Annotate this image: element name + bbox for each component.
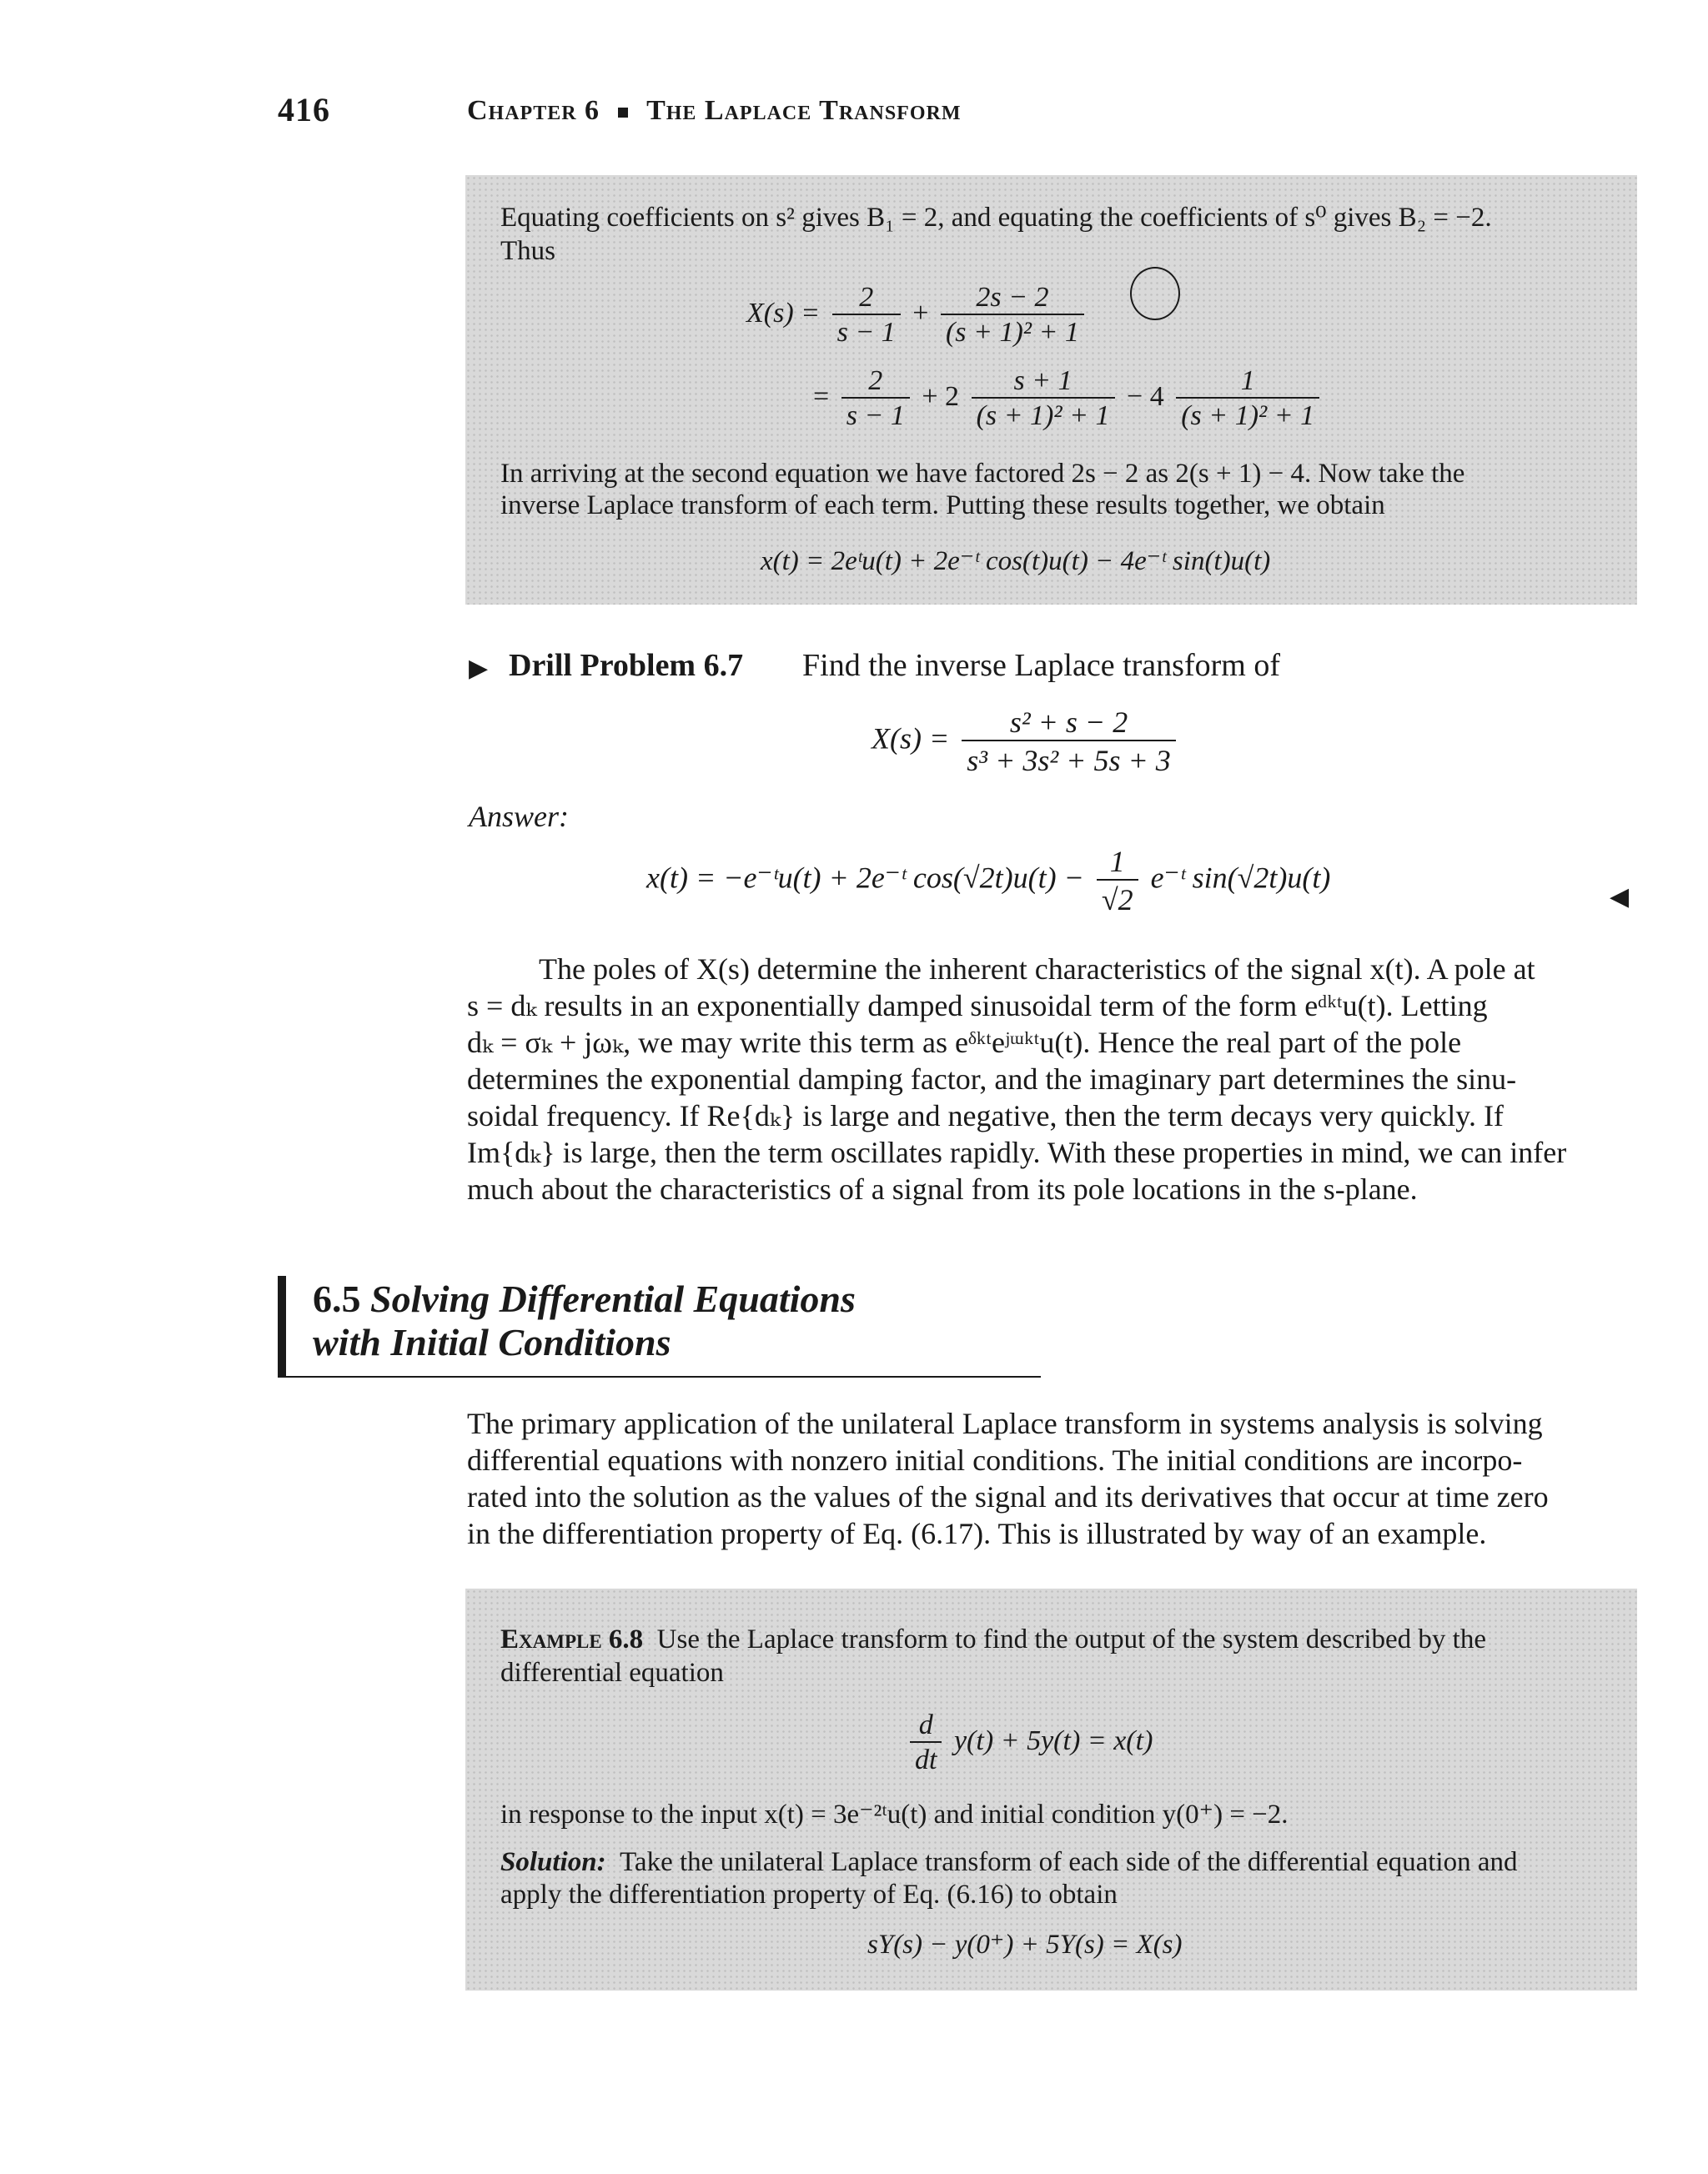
section-title-line2: with Initial Conditions bbox=[313, 1321, 671, 1363]
example-text-line: in response to the input x(t) = 3e⁻²ᵗu(t) and initial condition y(0⁺) = −2. bbox=[500, 1800, 1289, 1830]
paragraph-line: differential equations with nonzero initial conditions. The initial conditions are incorpo- bbox=[467, 1443, 1523, 1477]
fraction: $\frac{d}{dt}$ bbox=[910, 1710, 942, 1776]
fraction: $\frac{1}{√2}$ bbox=[1097, 844, 1138, 917]
section-heading bbox=[313, 1278, 1047, 1364]
solution-label: Solution: bbox=[500, 1847, 606, 1877]
equation-1: X(s) = $\frac{2}{s - 1}$ + $\frac{2s - 2}{\text{(s + 1)² + 1}}$ bbox=[746, 282, 1089, 349]
section-title-line1: Solving Differential Equations bbox=[370, 1278, 856, 1320]
laplace-equation: sY(s) − y(0⁺) + 5Y(s) = X(s) bbox=[867, 1930, 1183, 1960]
answer-label: Answer: bbox=[469, 800, 569, 833]
triangle-right-icon: ▶ bbox=[469, 655, 489, 682]
paragraph-line: Im{dₖ} is large, then the term oscillates rapidly. With these properties in mind, we can infer bbox=[467, 1136, 1567, 1169]
drill-title: Drill Problem 6.7 bbox=[509, 648, 744, 683]
example-text-line: Thus bbox=[500, 236, 555, 266]
fraction: $\frac{s + 1}{\text{(s + 1)² + 1}}$ bbox=[972, 365, 1115, 432]
section-bar bbox=[278, 1276, 286, 1376]
equation-2: = $\frac{2}{s - 1}$ + 2 $\frac{s + 1}{\text{(s + 1)² + 1}}$ − 4 $\frac{1}{\text{(s + 1)² + 1}}$ bbox=[813, 365, 1324, 432]
fraction: $\frac{\text{s² + s − 2}}{\text{s³ + 3s² + 5s + 3}}$ bbox=[962, 705, 1176, 778]
result-equation: x(t) = 2eᵗu(t) + 2e⁻ᵗ cos(t)u(t) − 4e⁻ᵗ sin(t)u(t) bbox=[761, 546, 1271, 576]
fraction: $\frac{2s - 2}{\text{(s + 1)² + 1}}$ bbox=[941, 282, 1084, 349]
example-text-line: inverse Laplace transform of each term. Putting these results together, we obtain bbox=[500, 490, 1385, 520]
fraction: $\frac{1}{\text{(s + 1)² + 1}}$ bbox=[1176, 365, 1319, 432]
handwritten-circle-mark bbox=[1130, 267, 1180, 320]
paragraph-line: much about the characteristics of a signal from its pole locations in the s-plane. bbox=[467, 1172, 1418, 1206]
example-label: Example 6.8 bbox=[500, 1624, 644, 1654]
differential-equation: $\frac{d}{dt}$ y(t) + 5y(t) = x(t) bbox=[905, 1710, 1153, 1776]
poles-paragraph bbox=[467, 951, 1636, 1207]
bullet-separator bbox=[618, 108, 628, 118]
fraction: $\frac{2}{s - 1}$ bbox=[832, 282, 901, 349]
eq1-lhs: X(s) = bbox=[746, 297, 821, 329]
drill-equation: X(s) = $\frac{\text{s² + s − 2}}{\text{s³ + 3s² + 5s + 3}}$ bbox=[872, 705, 1181, 778]
paragraph-line: soidal frequency. If Re{dₖ} is large and negative, then the term decays very quickly. If bbox=[467, 1099, 1504, 1132]
paragraph-line: The poles of X(s) determine the inherent characteristics of the signal x(t). A pole at bbox=[539, 952, 1535, 986]
drill-text: Find the inverse Laplace transform of bbox=[802, 648, 1280, 683]
running-head-title: The Laplace Transform bbox=[646, 95, 962, 126]
section-number: 6.5 bbox=[313, 1278, 361, 1320]
section-paragraph bbox=[467, 1405, 1636, 1552]
paragraph-line: rated into the solution as the values of the signal and its derivatives that occur at time zero bbox=[467, 1480, 1549, 1514]
section-rule bbox=[278, 1376, 1041, 1378]
paragraph-line: in the differentiation property of Eq. (6.17). This is illustrated by way of an example. bbox=[467, 1517, 1487, 1550]
example-text-line: Solution: Take the unilateral Laplace transform of each side of the differential equation and bbox=[500, 1847, 1518, 1877]
fraction: $\frac{2}{s - 1}$ bbox=[841, 365, 910, 432]
triangle-left-icon: ◀ bbox=[1610, 883, 1630, 911]
example-text-line: differential equation bbox=[500, 1658, 724, 1688]
answer-equation: x(t) = −e⁻ᵗu(t) + 2e⁻ᵗ cos(√2t)u(t) − $\frac{1}{√2}$ e⁻ᵗ sin(√2t)u(t) bbox=[646, 845, 1331, 916]
paragraph-line: s = dₖ results in an exponentially damped sinusoidal term of the form eᵈᵏᵗu(t). Letting bbox=[467, 989, 1488, 1022]
example-text-line: In arriving at the second equation we have factored 2s − 2 as 2(s + 1) − 4. Now take the bbox=[500, 459, 1465, 489]
paragraph-line: The primary application of the unilateral Laplace transform in systems analysis is solving bbox=[467, 1407, 1543, 1440]
example-text-line: Example 6.8 Use the Laplace transform to find the output of the system described by the bbox=[500, 1624, 1486, 1654]
paragraph-line: dₖ = σₖ + jωₖ, we may write this term as eᵟᵏᵗeʲᵚᵏᵗu(t). Hence the real part of the pole bbox=[467, 1026, 1462, 1059]
example-text-line: apply the differentiation property of Eq. (6.16) to obtain bbox=[500, 1880, 1118, 1910]
paragraph-line: determines the exponential damping factor, and the imaginary part determines the sinu- bbox=[467, 1062, 1517, 1096]
example-text-line: Equating coefficients on s² gives B₁ = 2, and equating the coefficients of s⁰ gives B₂ = −2. bbox=[500, 203, 1492, 233]
running-head-chapter: Chapter 6 bbox=[467, 95, 600, 126]
page-number: 416 bbox=[278, 91, 330, 128]
running-head bbox=[467, 95, 962, 127]
